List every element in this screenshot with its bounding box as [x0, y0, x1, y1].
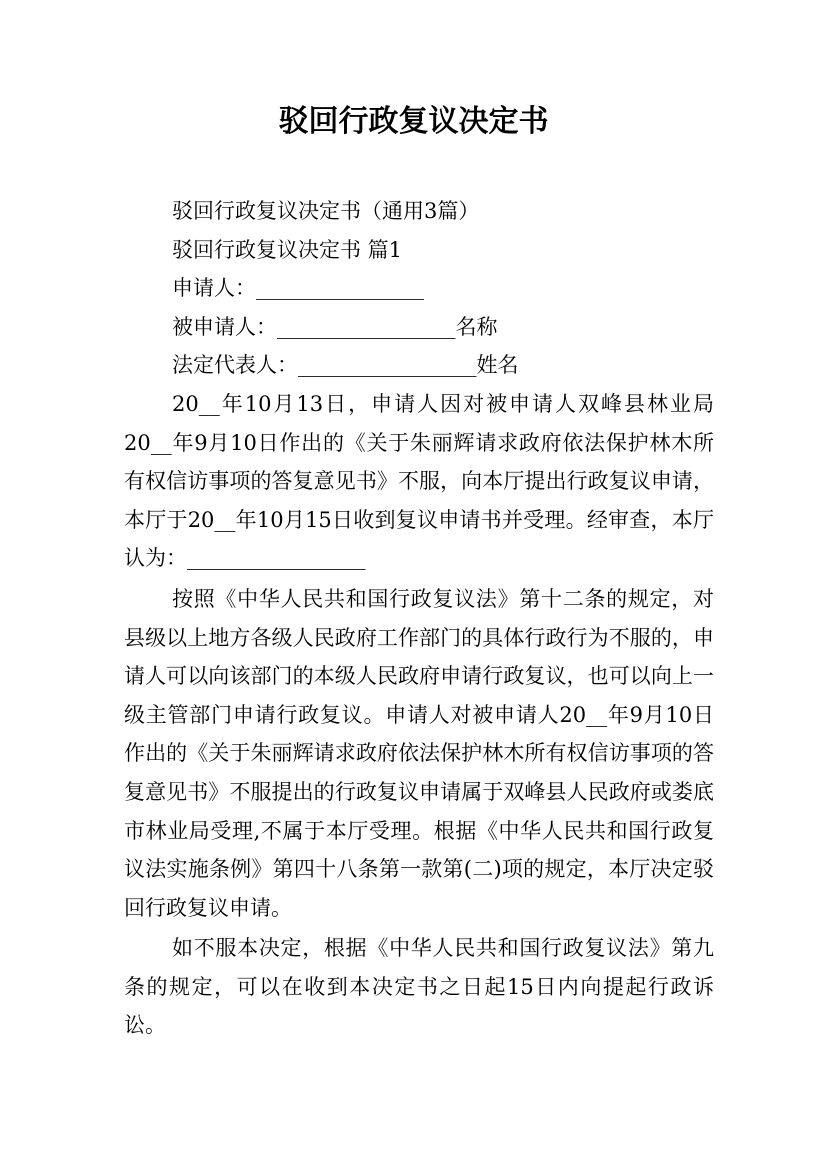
- respondent-field: 被申请人：_________________名称: [172, 314, 498, 339]
- paragraph-facts: 20__年10月13日，申请人因对被申请人双峰县林业局20__年9月10日作出的《关于朱丽辉请求政府依法保护林木所有权信访事项的答复意见书》不服，向本厅提出行政复议申请，本厅于20__年10月15日收到复议申请书并受理。经审查，本厅认为：_________________: [124, 391, 714, 571]
- document-title: 驳回行政复议决定书: [278, 104, 549, 139]
- document-body: [124, 192, 714, 1045]
- header-fields: [124, 192, 714, 385]
- subtitle-line: 驳回行政复议决定书（通用3篇）: [172, 199, 480, 223]
- paragraph-reasoning: 按照《中华人民共和国行政复议法》第十二条的规定，对县级以上地方各级人民政府工作部门的具体行政行为不服的，申请人可以向该部门的本级人民政府申请行政复议，也可以向上一级主管部门申请行政复议。申请人对被申请人20__年9月10日作出的《关于朱丽辉请求政府依法保护林木所有权信访事项的答复意见书》不服提出的行政复议申请属于双峰县人民政府或娄底市林业局受理,不属于本厅受理。根据《中华人民共和国行政复议法实施条例》第四十八条第一款第(二)项的规定，本厅决定驳回行政复议申请。: [124, 586, 714, 920]
- applicant-field: 申请人：________________: [172, 276, 424, 301]
- legal-representative-field: 法定代表人：_________________姓名: [172, 353, 519, 378]
- section-heading: 驳回行政复议决定书 篇1: [172, 237, 403, 262]
- paragraph-appeal-notice: 如不服本决定，根据《中华人民共和国行政复议法》第九条的规定，可以在收到本决定书之日起15日内向提起行政诉讼。: [124, 936, 714, 1038]
